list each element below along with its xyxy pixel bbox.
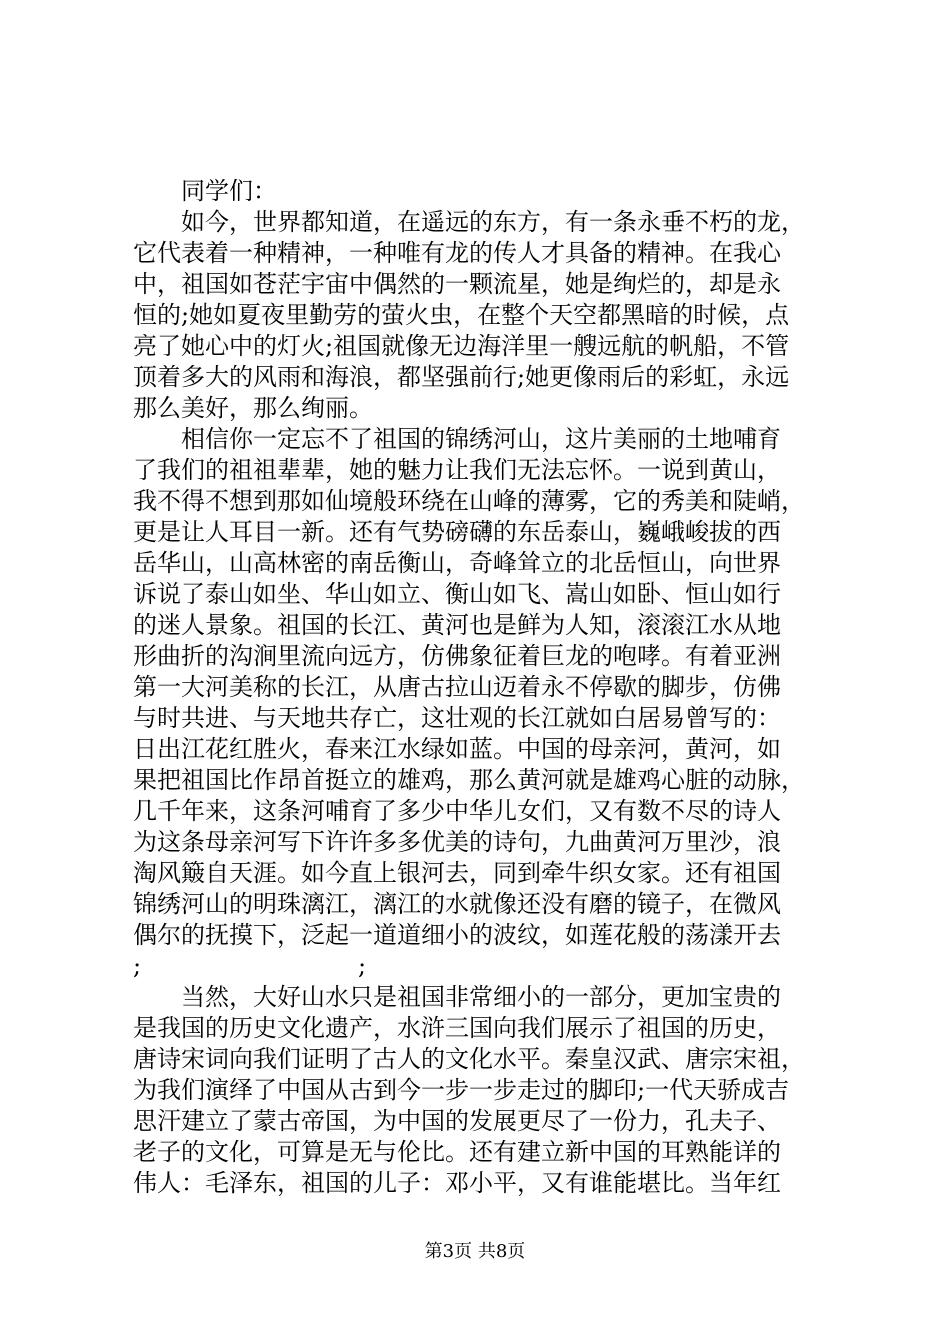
text-line: 顶着多大的风雨和海浪，都坚强前行;她更像雨后的彩虹，永远 — [133, 363, 790, 391]
page-number-footer: 第3页 共8页 — [424, 1241, 526, 1262]
text-line: 相信你一定忘不了祖国的锦绣河山，这片美丽的土地哺育 — [133, 425, 781, 453]
text-line: 第一大河美称的长江，从唐古拉山迈着永不停歇的脚步，仿佛 — [133, 673, 781, 701]
text-line: 更是让人耳目一新。还有气势磅礴的东岳泰山，巍峨峻拔的西 — [133, 518, 781, 546]
text-line: 为我们演绎了中国从古到今一步一步走过的脚印;一代天骄成吉 — [133, 1076, 790, 1104]
text-line: 恒的;她如夏夜里勤劳的萤火虫，在整个天空都黑暗的时候，点 — [133, 301, 790, 329]
text-line: 为这条母亲河写下许许多多优美的诗句，九曲黄河万里沙，浪 — [133, 828, 781, 856]
text-line: 形曲折的沟涧里流向远方，仿佛象征着巨龙的咆哮。有着亚洲 — [133, 642, 781, 670]
text-line: 与时共进、与天地共存亡，这壮观的长江就如白居易曾写的： — [133, 704, 781, 732]
text-line: 我不得不想到那如仙境般环绕在山峰的薄雾，它的秀美和陡峭， — [133, 487, 805, 515]
text-line: 了我们的祖祖辈辈，她的魅力让我们无法忘怀。一说到黄山， — [133, 456, 781, 484]
semicolon-right: ; — [358, 952, 367, 980]
text-line: 那么美好，那么绚丽。 — [133, 394, 373, 422]
text-line: 同学们： — [133, 177, 277, 205]
text-line: 日出江花红胜火，春来江水绿如蓝。中国的母亲河，黄河，如 — [133, 735, 781, 763]
text-line: 偶尔的抚摸下，泛起一道道细小的波纹，如莲花般的荡漾开去 — [133, 921, 781, 949]
text-line: 几千年来，这条河哺育了多少中华儿女们，又有数不尽的诗人 — [133, 797, 781, 825]
text-line: 锦绣河山的明珠漓江，漓江的水就像还没有磨的镜子，在微风 — [133, 890, 781, 918]
text-line: 的迷人景象。祖国的长江、黄河也是鲜为人知，滚滚江水从地 — [133, 611, 781, 639]
text-line: 思汗建立了蒙古帝国，为中国的发展更尽了一份力，孔夫子、 — [133, 1107, 781, 1135]
body-text — [133, 176, 833, 1199]
semicolon-left: ; — [133, 952, 142, 980]
text-line: 亮了她心中的灯火;祖国就像无边海洋里一艘远航的帆船，不管 — [133, 332, 790, 360]
text-line: 老子的文化，可算是无与伦比。还有建立新中国的耳熟能详的 — [133, 1138, 781, 1166]
text-line: 伟人：毛泽东，祖国的儿子：邓小平，又有谁能堪比。当年红 — [133, 1169, 781, 1197]
text-line: 中，祖国如苍茫宇宙中偶然的一颗流星，她是绚烂的，却是永 — [133, 270, 781, 298]
text-line: 唐诗宋词向我们证明了古人的文化水平。秦皇汉武、唐宗宋祖， — [133, 1045, 805, 1073]
text-line: 岳华山，山高林密的南岳衡山，奇峰耸立的北岳恒山，向世界 — [133, 549, 781, 577]
text-line: 它代表着一种精神，一种唯有龙的传人才具备的精神。在我心 — [133, 239, 781, 267]
text-line: 淘风簸自天涯。如今直上银河去，同到牵牛织女家。还有祖国 — [133, 859, 781, 887]
text-line: 当然，大好山水只是祖国非常细小的一部分，更加宝贵的 — [133, 983, 781, 1011]
text-line: 如今，世界都知道，在遥远的东方，有一条永垂不朽的龙， — [133, 208, 805, 236]
text-line: 果把祖国比作昂首挺立的雄鸡，那么黄河就是雄鸡心脏的动脉， — [133, 766, 805, 794]
text-line: 是我国的历史文化遗产，水浒三国向我们展示了祖国的历史， — [133, 1014, 781, 1042]
semicolon-line — [133, 951, 833, 982]
text-line: 诉说了泰山如坐、华山如立、衡山如飞、嵩山如卧、恒山如行 — [133, 580, 781, 608]
